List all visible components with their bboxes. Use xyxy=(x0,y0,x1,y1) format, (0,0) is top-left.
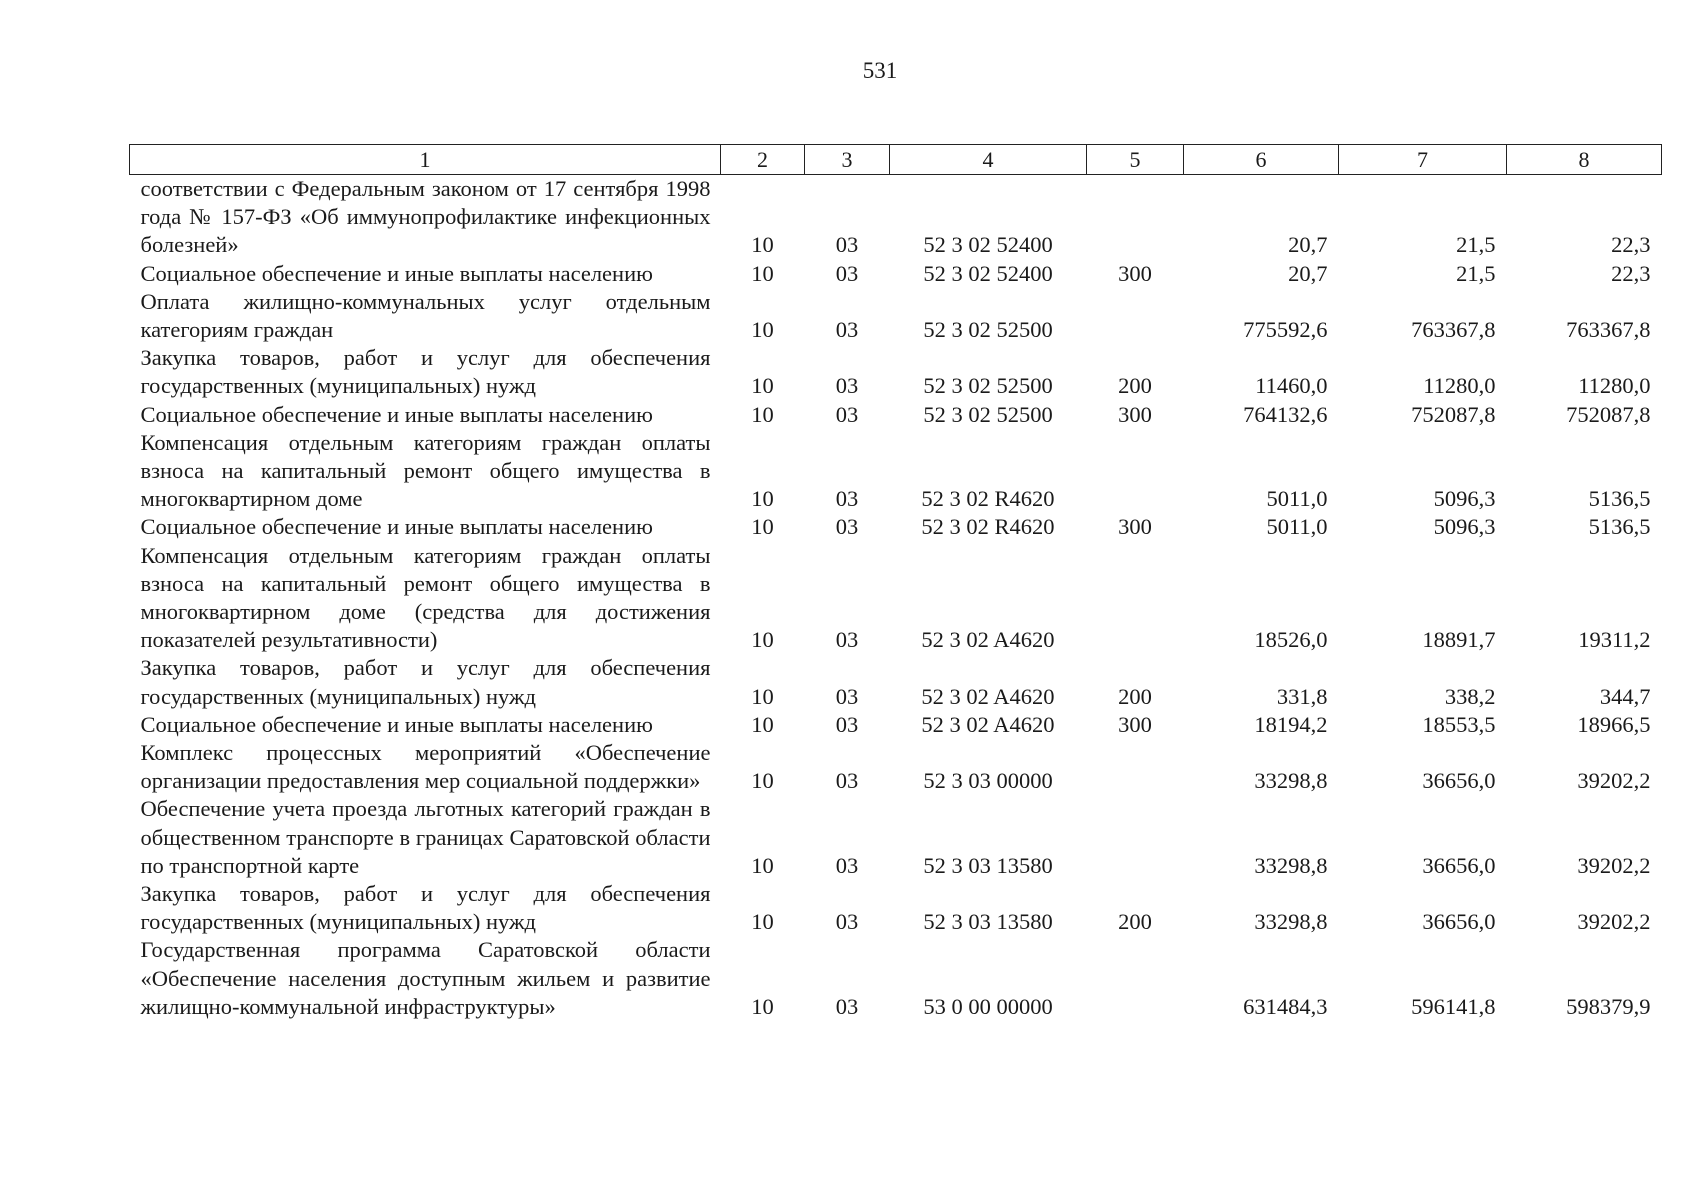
header-col-2: 2 xyxy=(721,145,805,175)
amount-year-3: 5136,5 xyxy=(1588,514,1651,540)
subsection-code: 03 xyxy=(835,711,859,737)
amount-year-1: 5011,0 xyxy=(1266,514,1328,540)
header-col-5: 5 xyxy=(1087,145,1184,175)
target-article-code: 52 3 02 R4620 xyxy=(921,514,1055,540)
amount-year-2: 36656,0 xyxy=(1422,768,1496,794)
expense-type-code xyxy=(1087,175,1184,260)
table-row xyxy=(130,711,1662,739)
table-row xyxy=(130,260,1662,288)
amount-year-3: 19311,2 xyxy=(1578,627,1651,653)
expense-type-code xyxy=(1087,739,1184,795)
amount-year-3: 763367,8 xyxy=(1566,317,1651,343)
subsection-code: 03 xyxy=(835,768,859,794)
item-name: Государственная программа Саратовской области «Обеспечение населения доступным жильем и развитие жилищно-коммунальной инфраструктуры» xyxy=(140,937,711,1019)
amount-year-2: 18553,5 xyxy=(1422,711,1496,737)
subsection-code: 03 xyxy=(835,486,859,512)
section-code: 10 xyxy=(751,401,774,427)
subsection-code: 03 xyxy=(835,373,859,399)
header-col-8: 8 xyxy=(1507,145,1662,175)
section-code: 10 xyxy=(751,993,774,1019)
amount-year-2: 36656,0 xyxy=(1422,909,1496,935)
table-row xyxy=(130,175,1662,260)
amount-year-1: 764132,6 xyxy=(1243,401,1328,427)
item-name: Компенсация отдельным категориям граждан оплаты взноса на капитальный ремонт общего имущества в многоквартирном доме (средства для достижения показателей результативности) xyxy=(140,542,711,653)
item-name: Социальное обеспечение и иные выплаты населению xyxy=(140,711,653,737)
header-col-6: 6 xyxy=(1184,145,1339,175)
amount-year-2: 5096,3 xyxy=(1433,486,1496,512)
expense-type-code: 200 xyxy=(1118,909,1152,935)
amount-year-3: 22,3 xyxy=(1611,260,1651,286)
table-row xyxy=(130,344,1662,400)
amount-year-3: 344,7 xyxy=(1599,683,1651,709)
amount-year-2: 36656,0 xyxy=(1422,852,1496,878)
table-body xyxy=(130,175,1662,1022)
target-article-code: 52 3 02 52500 xyxy=(923,373,1053,399)
subsection-code: 03 xyxy=(835,993,859,1019)
amount-year-2: 338,2 xyxy=(1444,683,1496,709)
budget-table-container xyxy=(129,144,1661,1021)
target-article-code: 53 0 00 00000 xyxy=(923,993,1053,1019)
table-row xyxy=(130,739,1662,795)
amount-year-1: 33298,8 xyxy=(1254,909,1328,935)
amount-year-1: 33298,8 xyxy=(1254,852,1328,878)
item-name: Закупка товаров, работ и услуг для обеспечения государственных (муниципальных) нужд xyxy=(140,345,711,399)
target-article-code: 52 3 02 52500 xyxy=(923,317,1053,343)
section-code: 10 xyxy=(751,711,774,737)
header-col-1: 1 xyxy=(130,145,721,175)
section-code: 10 xyxy=(751,260,774,286)
table-row xyxy=(130,542,1662,655)
expense-type-code xyxy=(1087,795,1184,880)
section-code: 10 xyxy=(751,373,774,399)
amount-year-1: 5011,0 xyxy=(1266,486,1328,512)
amount-year-2: 21,5 xyxy=(1456,232,1496,258)
target-article-code: 52 3 03 13580 xyxy=(923,909,1053,935)
target-article-code: 52 3 03 13580 xyxy=(923,852,1053,878)
amount-year-3: 39202,2 xyxy=(1577,909,1651,935)
item-name: Оплата жилищно-коммунальных услуг отдельным категориям граждан xyxy=(140,288,711,343)
amount-year-2: 752087,8 xyxy=(1411,401,1496,427)
amount-year-1: 18526,0 xyxy=(1254,627,1328,653)
item-name: Обеспечение учета проезда льготных категорий граждан в общественном транспорте в границах Саратовской области по транспортной карте xyxy=(140,796,711,878)
expense-type-code: 200 xyxy=(1118,683,1152,709)
amount-year-2: 763367,8 xyxy=(1411,317,1496,343)
amount-year-3: 22,3 xyxy=(1611,232,1651,258)
expense-type-code xyxy=(1087,936,1184,1021)
subsection-code: 03 xyxy=(835,401,859,427)
item-name: соответствии с Федеральным законом от 17 сентября 1998 года № 157-ФЗ «Об иммунопрофилактике инфекционных болезней» xyxy=(140,176,711,258)
amount-year-2: 18891,7 xyxy=(1422,627,1496,653)
target-article-code: 52 3 03 00000 xyxy=(923,768,1053,794)
expense-type-code: 200 xyxy=(1118,373,1152,399)
amount-year-3: 18966,5 xyxy=(1577,711,1651,737)
section-code: 10 xyxy=(751,232,774,258)
item-name: Комплекс процессных мероприятий «Обеспечение организации предоставления мер социальной поддержки» xyxy=(140,740,711,794)
table-row xyxy=(130,288,1662,344)
expense-type-code xyxy=(1087,542,1184,655)
table-row xyxy=(130,880,1662,936)
amount-year-1: 775592,6 xyxy=(1243,317,1328,343)
subsection-code: 03 xyxy=(835,260,859,286)
subsection-code: 03 xyxy=(835,683,859,709)
expense-type-code xyxy=(1087,429,1184,514)
amount-year-3: 11280,0 xyxy=(1578,373,1651,399)
header-col-3: 3 xyxy=(805,145,890,175)
target-article-code: 52 3 02 R4620 xyxy=(921,486,1055,512)
item-name: Закупка товаров, работ и услуг для обеспечения государственных (муниципальных) нужд xyxy=(140,881,711,935)
amount-year-2: 596141,8 xyxy=(1411,993,1496,1019)
section-code: 10 xyxy=(751,486,774,512)
section-code: 10 xyxy=(751,768,774,794)
subsection-code: 03 xyxy=(835,317,859,343)
item-name: Социальное обеспечение и иные выплаты населению xyxy=(140,260,653,286)
target-article-code: 52 3 02 A4620 xyxy=(921,683,1055,709)
target-article-code: 52 3 02 A4620 xyxy=(921,711,1055,737)
subsection-code: 03 xyxy=(835,232,859,258)
amount-year-3: 598379,9 xyxy=(1566,993,1651,1019)
expense-type-code: 300 xyxy=(1118,260,1152,286)
amount-year-2: 11280,0 xyxy=(1423,373,1496,399)
table-header xyxy=(130,145,1662,175)
subsection-code: 03 xyxy=(835,627,859,653)
table-row xyxy=(130,513,1662,541)
amount-year-1: 20,7 xyxy=(1288,232,1328,258)
amount-year-3: 5136,5 xyxy=(1588,486,1651,512)
budget-table xyxy=(129,144,1662,1021)
expense-type-code: 300 xyxy=(1118,401,1152,427)
page-number: 531 xyxy=(862,58,898,83)
header-col-4: 4 xyxy=(890,145,1087,175)
amount-year-1: 20,7 xyxy=(1288,260,1328,286)
target-article-code: 52 3 02 52400 xyxy=(923,232,1053,258)
section-code: 10 xyxy=(751,514,774,540)
amount-year-2: 5096,3 xyxy=(1433,514,1496,540)
section-code: 10 xyxy=(751,683,774,709)
amount-year-1: 631484,3 xyxy=(1243,993,1328,1019)
section-code: 10 xyxy=(751,317,774,343)
target-article-code: 52 3 02 52500 xyxy=(923,401,1053,427)
item-name: Компенсация отдельным категориям граждан оплаты взноса на капитальный ремонт общего имущества в многоквартирном доме xyxy=(140,429,711,512)
amount-year-3: 752087,8 xyxy=(1566,401,1651,427)
section-code: 10 xyxy=(751,852,774,878)
amount-year-3: 39202,2 xyxy=(1577,768,1651,794)
table-row xyxy=(130,401,1662,429)
section-code: 10 xyxy=(751,909,774,935)
amount-year-1: 331,8 xyxy=(1276,683,1328,709)
table-row xyxy=(130,429,1662,514)
amount-year-1: 11460,0 xyxy=(1255,373,1328,399)
expense-type-code xyxy=(1087,288,1184,344)
item-name: Социальное обеспечение и иные выплаты населению xyxy=(140,514,653,540)
header-col-7: 7 xyxy=(1339,145,1507,175)
table-row xyxy=(130,936,1662,1021)
subsection-code: 03 xyxy=(835,852,859,878)
target-article-code: 52 3 02 52400 xyxy=(923,260,1053,286)
amount-year-1: 18194,2 xyxy=(1254,711,1328,737)
header-row xyxy=(130,145,1662,175)
item-name: Закупка товаров, работ и услуг для обеспечения государственных (муниципальных) нужд xyxy=(140,655,711,709)
target-article-code: 52 3 02 A4620 xyxy=(921,627,1055,653)
amount-year-2: 21,5 xyxy=(1456,260,1496,286)
table-row xyxy=(130,795,1662,880)
expense-type-code: 300 xyxy=(1118,514,1152,540)
amount-year-3: 39202,2 xyxy=(1577,852,1651,878)
section-code: 10 xyxy=(751,627,774,653)
amount-year-1: 33298,8 xyxy=(1254,768,1328,794)
item-name: Социальное обеспечение и иные выплаты населению xyxy=(140,401,653,427)
subsection-code: 03 xyxy=(835,514,859,540)
subsection-code: 03 xyxy=(835,909,859,935)
table-row xyxy=(130,654,1662,710)
expense-type-code: 300 xyxy=(1118,711,1152,737)
